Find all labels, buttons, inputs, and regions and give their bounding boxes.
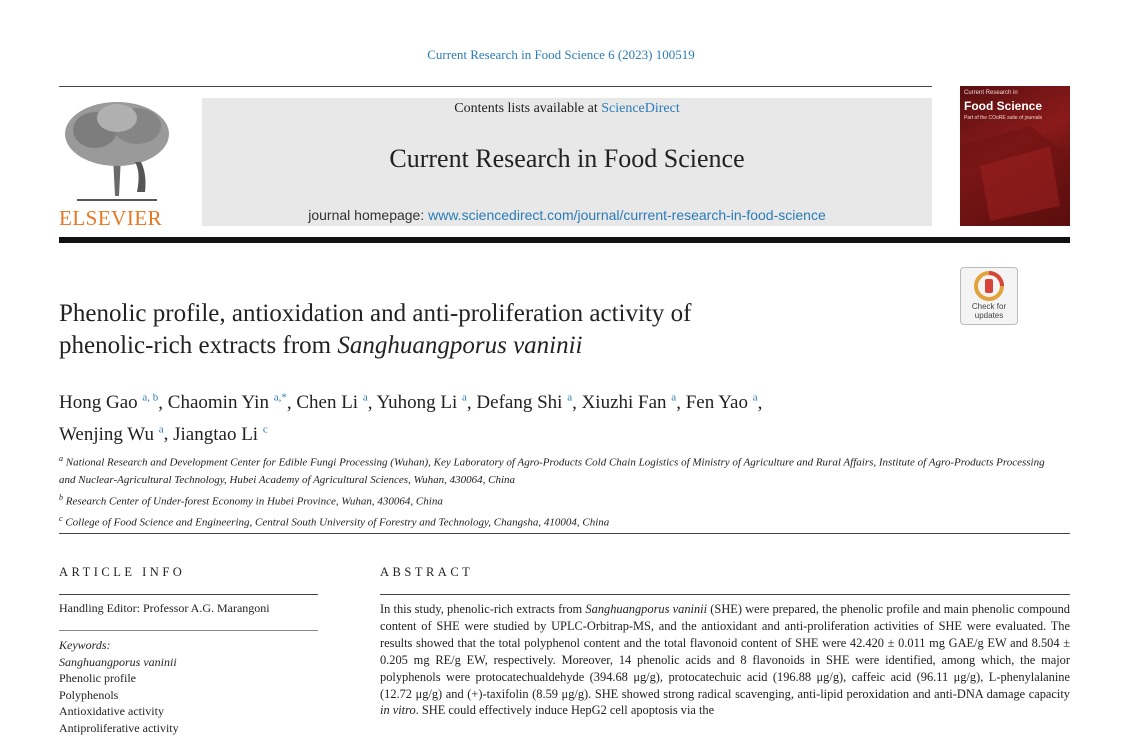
author[interactable]: Xiuzhi Fan $^a$ (581, 392, 677, 414)
keywords-label: Keywords: (59, 638, 111, 652)
article-info-rule (59, 594, 318, 595)
keyword: Antioxidative activity (59, 704, 164, 719)
affiliation: $^a$ National Research and Development Center for Edible Fungi Processing (Wuhan), Key Laboratory of Agro-Products Cold Chain Logistics of Ministry of Agriculture and Rural Affairs, Institute of Agro-Products Processing and Nuclear-Agricultural Technology, Hubei Academy of Agricultural Sciences, Wuhan, 430064, China (59, 454, 1045, 486)
author[interactable]: Wenjing Wu $^a$ (59, 423, 164, 445)
journal-banner (202, 98, 932, 226)
author-list: Hong Gao $^{a, b}$, Chaomin Yin $^{a,*}$, Chen Li $^a$, Yuhong Li $^a$, Defang Shi $^a$, Xiuzhi Fan $^a$, Fen Yao $^a$, Wenjing Wu $^a$, Jiangtao Li $^c$ (59, 392, 763, 445)
affiliations (59, 450, 1059, 532)
elsevier-tree-icon (57, 96, 177, 204)
check-for-updates-label: Check for updates (971, 302, 1007, 320)
journal-citation[interactable]: Current Research in Food Science 6 (2023) 100519 (427, 47, 695, 62)
contents-prefix: Contents lists available at (454, 101, 598, 116)
abstract-text: In this study, phenolic-rich extracts from Sanghuangporus vaninii (SHE) were prepared, the phenolic profile and main phenolic compound content of SHE were studied by UPLC-Orbitrap-MS, and the antioxidant and anti-proliferation activities of SHE were evaluated. The results showed that the total polyphenol content and the total flavonoid content of SHE were 42.420 ± 0.011 mg GAE/g EW and 8.504 ± 0.205 mg RE/g EW, respectively. Moreover, 14 phenolic acids and 8 flavonoids in SHE were identified, among which, the major polyphenols were protocatechualdehyde (394.68 μg/g), protocatechuic acid (196.88 μg/g), caffeic acid (96.11 μg/g), L-phenylalanine (12.72 μg/g) and (+)-taxifolin (8.59 μg/g). SHE showed strong radical scavenging, anti-lipid peroxidation and anti-DNA damage capacity in vitro. SHE could effectively induce HepG2 cell apoptosis via the (380, 602, 1070, 718)
keywords-block (59, 637, 319, 737)
cover-subtitle: Part of the COoRE suite of journals (964, 115, 1043, 121)
author[interactable]: Jiangtao Li $^c$ (173, 423, 268, 445)
author[interactable]: Chen Li $^a$ (296, 392, 368, 414)
cover-series: Current Research in (964, 90, 1018, 96)
homepage-link[interactable]: www.sciencedirect.com/journal/current-research-in-food-science (428, 207, 826, 223)
affiliation: $^b$ Research Center of Under-forest Economy in Hubei Province, Wuhan, 430064, China (59, 492, 443, 508)
journal-title[interactable]: Current Research in Food Science (389, 144, 745, 173)
section-rule (59, 533, 1070, 534)
header-thick-rule (59, 237, 1070, 243)
author[interactable]: Chaomin Yin $^{a,*}$ (167, 392, 287, 414)
keyword: Antiproliferative activity (59, 720, 179, 735)
title-line-2: phenolic-rich extracts from (59, 332, 332, 359)
article-info-heading: ARTICLE INFO (59, 565, 186, 579)
title-species: Sanghuangporus vaninii (337, 332, 583, 359)
keyword: Polyphenols (59, 687, 119, 702)
abstract-heading: ABSTRACT (380, 565, 474, 579)
header-rule (59, 86, 932, 87)
author[interactable]: Fen Yao $^a$ (685, 392, 758, 414)
check-for-updates-icon (974, 271, 1004, 303)
keyword: Sanghuangporus vaninii (59, 654, 177, 669)
homepage-line (202, 207, 932, 223)
author[interactable]: Defang Shi $^a$ (476, 392, 573, 414)
sciencedirect-link[interactable]: ScienceDirect (601, 101, 680, 116)
title-line-1: Phenolic profile, antioxidation and anti-proliferation activity of (59, 300, 692, 327)
check-for-updates-button[interactable] (960, 267, 1018, 325)
keyword: Phenolic profile (59, 671, 136, 686)
journal-cover[interactable] (960, 86, 1070, 226)
abstract-rule (380, 594, 1070, 595)
elsevier-wordmark: ELSEVIER (59, 206, 163, 230)
article-title (59, 298, 909, 362)
keywords-rule (59, 630, 318, 631)
cover-art-icon (960, 86, 1070, 226)
handling-editor: Handling Editor: Professor A.G. Marangoni (59, 601, 270, 615)
affiliation: $^c$ College of Food Science and Engineering, Central South University of Forestry and Technology, Changsha, 410004, China (59, 514, 610, 529)
elsevier-logo[interactable] (57, 96, 177, 230)
author[interactable]: Hong Gao $^{a, b}$ (59, 392, 159, 414)
cover-title: Food Science (964, 99, 1043, 113)
homepage-prefix: journal homepage: (308, 207, 425, 223)
contents-line (202, 101, 932, 117)
author[interactable]: Yuhong Li $^a$ (376, 392, 467, 414)
